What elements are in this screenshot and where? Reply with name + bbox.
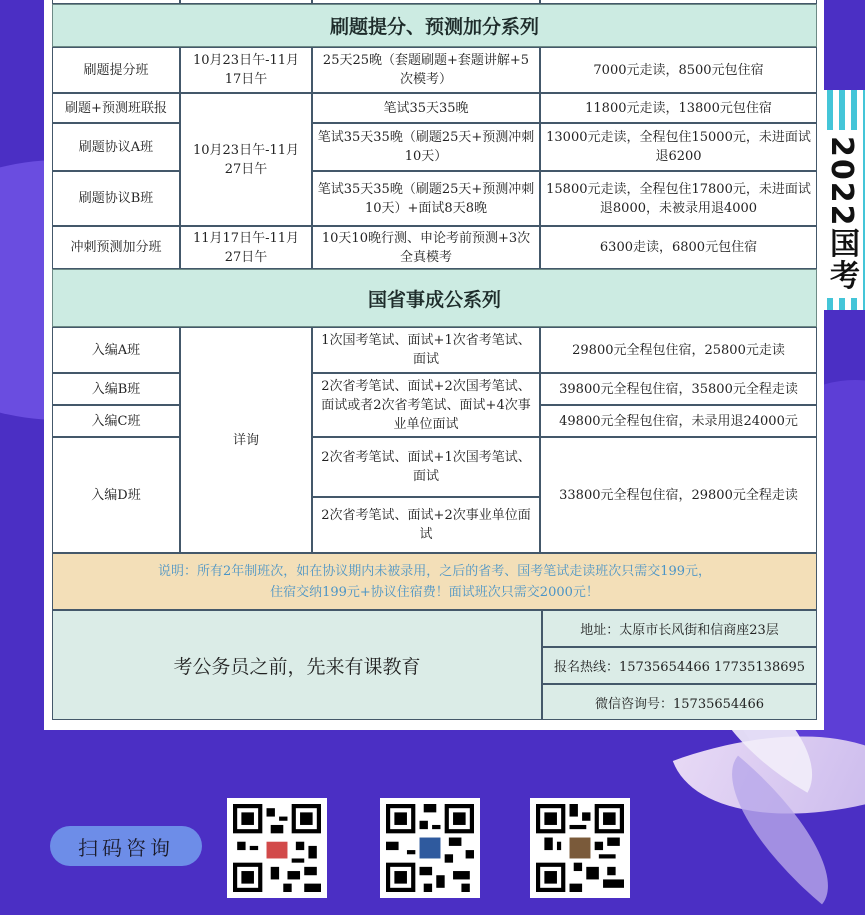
- class-name: 入编B班: [52, 373, 180, 405]
- class-name: 刷题+预测班联报: [52, 93, 180, 123]
- qr-code-icon: [233, 804, 321, 892]
- section-title-brush-up: 刷题提分、预测加分系列: [52, 4, 817, 47]
- qr-code-icon: [386, 804, 474, 892]
- class-time: 11月17日午-11月27日午: [180, 226, 312, 269]
- address: 地址：太原市长风街和信商座23层: [542, 610, 817, 647]
- qr-code-icon: [536, 804, 624, 892]
- class-time: 10月23日午-11月27日午: [180, 93, 312, 226]
- class-price: 29800元全程包住宿，25800元走读: [540, 327, 817, 373]
- policy-note: [52, 553, 817, 610]
- qr-code[interactable]: [380, 798, 480, 898]
- wechat-id[interactable]: 微信咨询号：15735654466: [542, 684, 817, 720]
- class-price: 6300走读，6800元包住宿: [540, 226, 817, 269]
- class-price: 11800元走读，13800元包住宿: [540, 93, 817, 123]
- class-price: 7000元走读，8500元包住宿: [540, 47, 817, 93]
- class-content: 笔试35天35晚（刷题25天+预测冲刺10天）: [312, 123, 540, 171]
- class-price: 39800元全程包住宿，35800元全程走读: [540, 373, 817, 405]
- note-line: 说明：所有2年制班次，如在协议期内未被录用，之后的省考、国考笔试走读班次只需交199元，: [157, 563, 712, 579]
- class-name: 入编D班: [52, 437, 180, 553]
- class-content: 2次省考笔试、面试+2次事业单位面试: [312, 497, 540, 553]
- year-side-label: 2022国考: [821, 130, 863, 298]
- note-line: 住宿交纳199元+协议住宿费！面试班次只需交2000元！: [270, 584, 599, 600]
- class-price: 49800元全程包住宿，未录用退24000元: [540, 405, 817, 437]
- class-name: 入编C班: [52, 405, 180, 437]
- class-content: 25天25晚（套题刷题+套题讲解+5次模考）: [312, 47, 540, 93]
- class-price: 33800元全程包住宿，29800元全程走读: [540, 437, 817, 553]
- class-name: 刷题协议A班: [52, 123, 180, 171]
- class-time: 10月23日午-11月17日午: [180, 47, 312, 93]
- hotline[interactable]: 报名热线：15735654466 17735138695: [542, 647, 817, 684]
- class-time: 详询: [180, 327, 312, 553]
- class-name: 入编A班: [52, 327, 180, 373]
- qr-code[interactable]: [530, 798, 630, 898]
- class-content: 1次国考笔试、面试+1次省考笔试、面试: [312, 327, 540, 373]
- slogan: 考公务员之前，先来有课教育: [52, 610, 542, 720]
- class-content: 10天10晚行测、申论考前预测+3次全真模考: [312, 226, 540, 269]
- qr-code[interactable]: [227, 798, 327, 898]
- section-title-civil-service: 国省事成公系列: [52, 269, 817, 327]
- class-content: 笔试35天35晚（刷题25天+预测冲刺10天）+面试8天8晚: [312, 171, 540, 226]
- class-content: 笔试35天35晚: [312, 93, 540, 123]
- class-content: 2次省考笔试、面试+2次国考笔试、面试或者2次省考笔试、面试+4次事业单位面试: [312, 373, 540, 437]
- class-content: 2次省考笔试、面试+1次国考笔试、面试: [312, 437, 540, 497]
- class-name: 刷题提分班: [52, 47, 180, 93]
- class-name: 冲刺预测加分班: [52, 226, 180, 269]
- class-price: 13000元走读，全程包住15000元，未进面试退6200: [540, 123, 817, 171]
- class-name: 刷题协议B班: [52, 171, 180, 226]
- class-price: 15800元走读，全程包住17800元，未进面试退8000，未被录用退4000: [540, 171, 817, 226]
- scan-consult-button[interactable]: 扫码咨询: [50, 826, 202, 866]
